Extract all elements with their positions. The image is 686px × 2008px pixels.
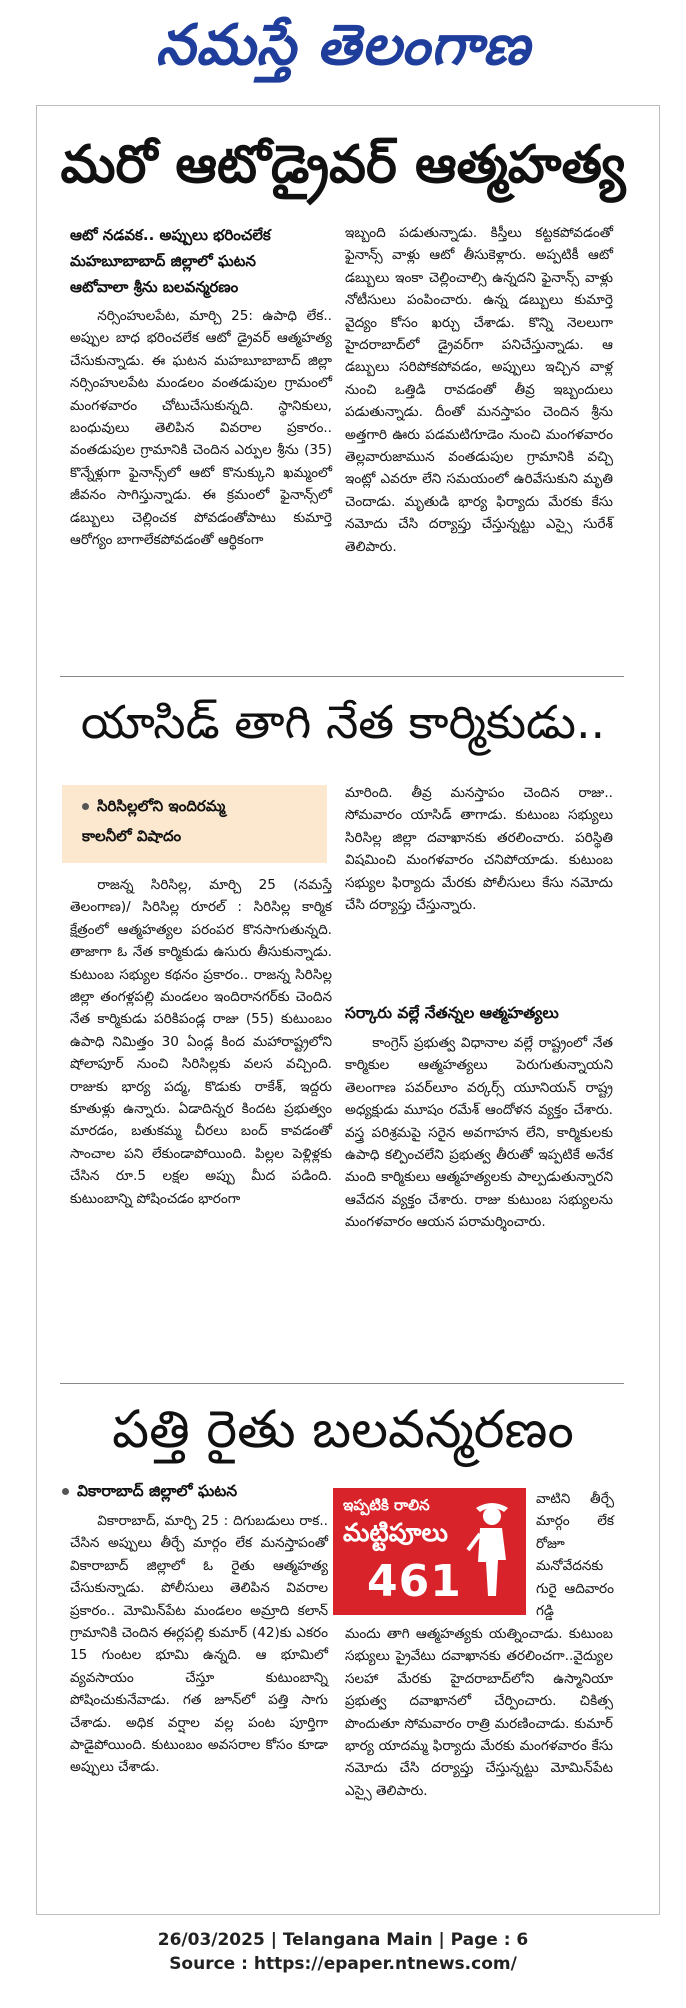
story2-box-line1: సిరిసిల్లలోని ఇందిరమ్మ xyxy=(97,797,226,815)
story3-right-column xyxy=(345,1623,613,1802)
story1-right-text: ఇబ్బంది పడుతున్నాడు. కిస్తీలు కట్టకపోవడంతో ఫైనాన్స్ వాళ్లు ఆటో తీసుకెళ్లారు. అప్పటికీ ఆటో డబ్బులు ఇంకా చెల్లించాల్సి ఉన్నదని ఫైనాన్స్ వాళ్లు నోటీసులు పంపించారు. ఉన్న డబ్బులు కుమార్తె వైద్యం కోసం ఖర్చు చేశాడు. కొన్ని నెలలుగా హైదరాబాద్‌లో డ్రైవర్‌గా పనిచేస్తున్నాడు. ఆ డబ్బులు సరిపోకపోవడం, అప్పులు ఇచ్చిన వాళ్ల నుంచి ఒత్తిడి రావడంతో తీవ్ర ఇబ్బందులు పడుతున్నాడు. దీంతో మనస్తాపం చెందిన శ్రీను అత్తగారి ఊరు పడమటిగూడెం నుంచి మంగళవారం తెల్లవారుజామున వంతడుపుల గ్రామానికి వచ్చి ఇంట్లో ఎవరూ లేని సమయంలో ఉరివేసుకుని మృతి చెందాడు. మృతుడి భార్య ఫిర్యాదు మేరకు కేసు నమోదు చేసి దర్యాప్తు చేస్తున్నట్టు ఎస్సై సురేశ్ తెలిపారు. xyxy=(345,225,613,555)
soil-flowers-badge xyxy=(333,1488,526,1615)
divider xyxy=(60,1383,624,1384)
newspaper-logo: నమస్తే తెలంగాణ xyxy=(155,13,531,78)
footer-source-line: Source : https://epaper.ntnews.com/ xyxy=(169,1954,517,1974)
story3-right-text: మందు తాగి ఆత్మహత్యకు యత్నించాడు. కుటుంబ సభ్యులు ప్రైవేటు దవాఖానకు తరలించగా..వైద్యుల సలహా మేరకు హైదరాబాద్‌లోని ఉస్మానియా ప్రభుత్వ దవాఖానలో చేర్పించారు. చికిత్స పొందుతూ సోమవారం రాత్రి మరణించాడు. కుమార్ భార్య యాదమ్మ ఫిర్యాదు మేరకు మంగళవారం కేసు నమోదు చేసి దర్యాప్తు చేస్తున్నట్టు మోమిన్‌పేట ఎస్సై తెలిపారు. xyxy=(345,1626,613,1799)
badge-top-text: ఇప్పటికి రాలిన xyxy=(343,1496,430,1514)
story1-left-column xyxy=(70,305,332,551)
story2-left-text: రాజన్న సిరిసిల్ల, మార్చి 25 (నమస్తే తెలంగాణ)/ సిరిసిల్ల రూరల్ : సిరిసిల్ల కార్మిక క్షేత్రంలో ఆత్మహత్యల పరంపర కొనసాగుతున్నది. తాజాగా ఓ నేత కార్మికుడు ఉసురు తీసుకున్నాడు. కుటుంబ సభ్యుల కథనం ప్రకారం.. రాజన్న సిరిసిల్ల జిల్లా తంగళ్లపల్లి మండలం ఇందిరానగర్‌కు చెందిన నేత కార్మికుడు పరికిపండ్ల రాజు (55) కుటుంబం ఉపాధి నిమిత్తం 30 ఏండ్ల కింద మహారాష్ట్రలోని షోలాపూర్ నుంచి సిరిసిల్లకు వలస వచ్చింది. రాజుకు భార్య పద్మ, కొడుకు రాకేశ్, ఇద్దరు కూతుళ్లు ఉన్నారు. ఏడాదిన్నర కిందట ప్రభుత్వం మారడం, బతుకమ్మ చీరలు బంద్ కావడంతో సాంచాల పని లేకుండాపోయింది. పిల్లల పెళ్లిళ్లకు చేసిన రూ.5 లక్షల అప్పు మీద పడింది. కుటుంబాన్ని పోషించడం భారంగా xyxy=(70,877,332,1207)
masthead xyxy=(0,0,686,92)
story1-left-text: నర్సింహులపేట, మార్చి 25: ఉపాధి లేక.. అప్పుల బాధ భరించలేక ఆటో డ్రైవర్ ఆత్మహత్య చేసుకున్నాడు. ఈ ఘటన మహబూబాబాద్ జిల్లా నర్సింహులపేట మండలం వంతడుపుల గ్రామంలో మంగళవారం చోటుచేసుకున్నది. స్థానికులు, బంధువులు తెలిపిన వివరాల ప్రకారం.. వంతడుపుల గ్రామానికి చెందిన ఎర్పుల శ్రీను (35) కొన్నేళ్లుగా ఫైనాన్స్‌లో ఆటో కొనుక్కుని ఖమ్మంలో జీవనం సాగిస్తున్నాడు. ఈ క్రమంలో ఫైనాన్స్‌లో డబ్బులు చెల్లించక పోవడంతోపాటు కుమార్తె ఆరోగ్యం బాగాలేకపోవడంతో ఆర్థికంగా xyxy=(70,308,332,549)
story1-headline: మరో ఆటోడ్రైవర్ ఆత్మహత్య xyxy=(60,135,626,195)
story1-right-column xyxy=(345,222,613,558)
footer-date-line: 26/03/2025 | Telangana Main | Page : 6 xyxy=(157,1930,529,1950)
story1-sub3: ఆటోవాలా శ్రీను బలవన్మరణం xyxy=(70,278,239,296)
bullet-icon xyxy=(62,1488,69,1495)
story2-right-column-2 xyxy=(345,1032,613,1234)
story3-left-column xyxy=(70,1510,328,1779)
story2-headline: యాసిడ్ తాగి నేత కార్మికుడు.. xyxy=(80,695,606,749)
story3-right-top-text: వాటిని తీర్చే మార్గం లేక రోజూ మనోవేదనకు గురై ఆదివారం గడ్డి xyxy=(536,1491,614,1620)
story2-box-line2: కాలనీలో విషాదం xyxy=(82,827,182,845)
badge-count: 461 xyxy=(367,1556,462,1607)
story3-right-top-column xyxy=(536,1488,614,1622)
story2-highlight-box xyxy=(62,785,327,863)
story2-subhead: సర్కారు వల్లే నేతన్నల ఆత్మహత్యలు xyxy=(345,1004,559,1022)
farmer-figure-icon xyxy=(458,1500,518,1600)
story3-left-text: వికారాబాద్, మార్చి 25 : దిగుబడులు రాక.. చేసిన అప్పులు తీర్చే మార్గం లేక మనస్తాపంతో వికారాబాద్ జిల్లాలో ఓ రైతు ఆత్మహత్య చేసుకున్నాడు. పోలీసులు తెలిపిన వివరాల ప్రకారం.. మోమిన్‌పేట మండలం అమ్రాది కలాన్ గ్రామానికి చెందిన ఈర్లపల్లి కుమార్ (42)కు ఎకరం 15 గుంటల భూమి ఉన్నది. ఆ భూమిలో వ్యవసాయం చేస్తూ కుటుంబాన్ని పోషించుకునేవాడు. గత జూన్‌లో పత్తి సాగు చేశాడు. అధిక వర్షాల వల్ల పంట పూర్తిగా పాడైపోయింది. కుటుంబం అవసరాల కోసం కూడా అప్పులు చేశాడు. xyxy=(70,1513,328,1776)
story3-bullet-text: వికారాబాద్ జిల్లాలో ఘటన xyxy=(77,1482,238,1500)
story1-sub2: మహబూబాబాద్ జిల్లాలో ఘటన xyxy=(70,252,256,270)
story2-left-column xyxy=(70,874,332,1210)
story3-bullet xyxy=(62,1478,322,1504)
story2-right-text: మారింది. తీవ్ర మనస్తాపం చెందిన రాజు.. సోమవారం యాసిడ్ తాగాడు. కుటుంబ సభ్యులు సిరిసిల్ల జిల్లా దవాఖానకు తరలించారు. పరిస్థితి విషమించి మంగళవారం చనిపోయాడు. కుటుంబ సభ్యుల ఫిర్యాదు మేరకు పోలీసులు కేసు నమోదు చేసి దర్యాప్తు చేస్తున్నారు. xyxy=(345,785,613,914)
story2-right-text2: కాంగ్రెస్ ప్రభుత్వ విధానాల వల్లే రాష్ట్రంలో నేత కార్మికుల ఆత్మహత్యలు పెరుగుతున్నాయని తెలంగాణ పవర్‌లూం వర్కర్స్ యూనియన్ రాష్ట్ర అధ్యక్షుడు మూషం రమేశ్ ఆందోళన వ్యక్తం చేశారు. వస్త్ర పరిశ్రమపై సరైన అవగాహన లేని, కార్మికులకు ఉపాధి కల్పించలేని ప్రభుత్వ తీరుతో ఇప్పటికే అనేక మంది కార్మికులు ఆత్మహత్యలకు పాల్పడుతున్నారని ఆవేదన వ్యక్తం చేశారు. రాజు కుటుంబ సభ్యులను మంగళవారం ఆయన పరామర్శించారు. xyxy=(345,1035,613,1231)
story1-sub1: ఆటో నడవక.. అప్పులు భరించలేక xyxy=(70,226,271,244)
bullet-icon xyxy=(82,803,89,810)
badge-mid-text: మట్టిపూలు xyxy=(343,1518,448,1547)
story3-headline: పత్తి రైతు బలవన్మరణం xyxy=(112,1400,574,1460)
story1-subheads xyxy=(70,222,330,300)
divider xyxy=(60,676,624,677)
story2-right-column xyxy=(345,782,613,916)
